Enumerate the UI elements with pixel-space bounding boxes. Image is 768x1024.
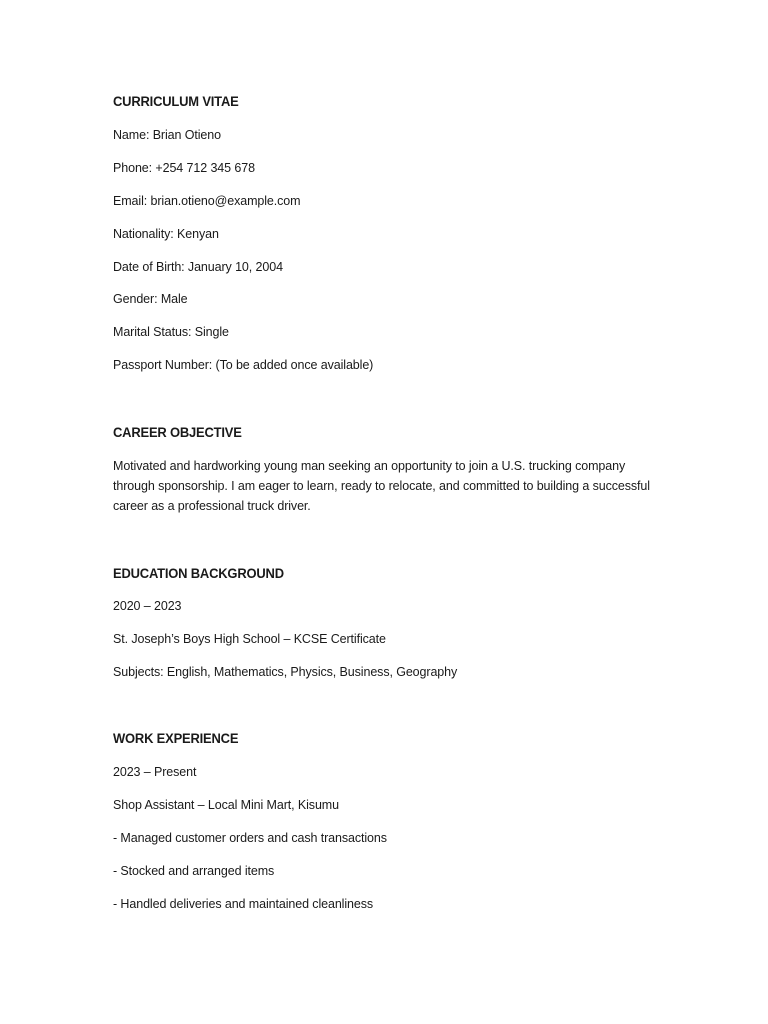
- education-heading: EDUCATION BACKGROUND: [113, 566, 284, 581]
- nationality-line: Nationality: Kenyan: [113, 227, 219, 241]
- work-experience-heading: WORK EXPERIENCE: [113, 731, 239, 746]
- marital-status-line: Marital Status: Single: [113, 325, 229, 339]
- career-objective-heading: CAREER OBJECTIVE: [113, 425, 242, 440]
- work-role: Shop Assistant – Local Mini Mart, Kisumu: [113, 798, 339, 812]
- education-subjects: Subjects: English, Mathematics, Physics, Business, Geography: [113, 665, 458, 679]
- phone-line: Phone: +254 712 345 678: [113, 161, 255, 175]
- email-line: Email: brian.otieno@example.com: [113, 194, 301, 208]
- education-years: 2020 – 2023: [113, 599, 182, 613]
- cv-title: CURRICULUM VITAE: [113, 94, 239, 109]
- name-line: Name: Brian Otieno: [113, 128, 221, 142]
- gender-line: Gender: Male: [113, 292, 188, 306]
- education-school: St. Joseph’s Boys High School – KCSE Certificate: [113, 632, 386, 646]
- work-duty-item: - Managed customer orders and cash transactions: [113, 831, 387, 845]
- work-years: 2023 – Present: [113, 765, 197, 779]
- dob-line: Date of Birth: January 10, 2004: [113, 260, 283, 274]
- career-objective-text: Motivated and hardworking young man seeking an opportunity to join a U.S. trucking company through sponsorship. I am eager to learn, ready to relocate, and committed to building a successful career as a professional truck driver.: [113, 459, 650, 513]
- passport-line: Passport Number: (To be added once available): [113, 358, 374, 372]
- work-duty-item: - Stocked and arranged items: [113, 864, 275, 878]
- work-duty-item: - Handled deliveries and maintained cleanliness: [113, 897, 374, 911]
